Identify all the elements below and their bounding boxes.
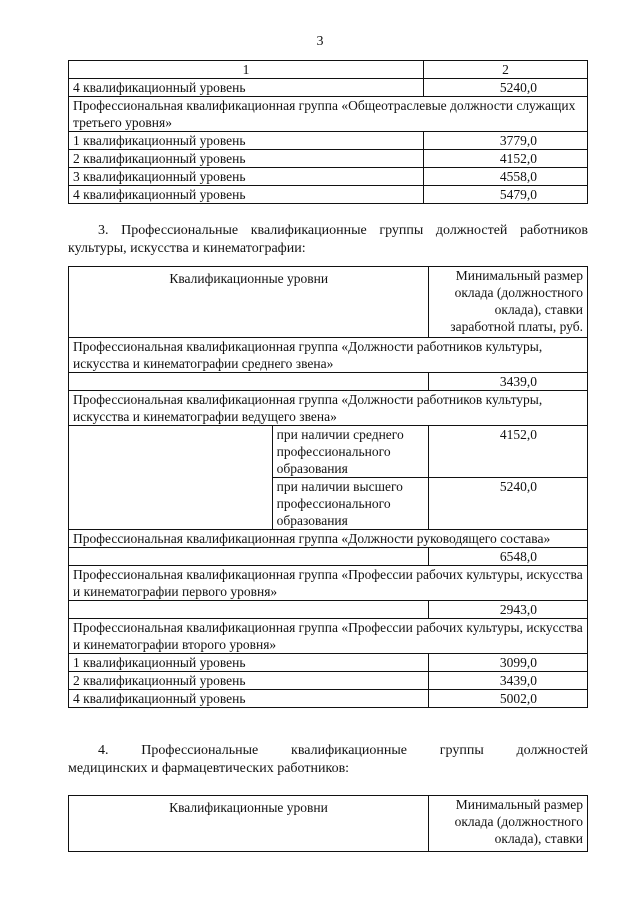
- column-number-2: 2: [424, 61, 588, 79]
- column-number-1: 1: [69, 61, 424, 79]
- empty-cell: [69, 373, 429, 391]
- level-label: 3 квалификационный уровень: [69, 168, 424, 186]
- salary-table-culture: [68, 266, 588, 708]
- salary-value: 3439,0: [429, 373, 588, 391]
- condition-label: при наличии высшего профессионального образования: [272, 478, 429, 530]
- table-row: [69, 548, 588, 566]
- section-3-heading: 3. Профессиональные квалификационные группы должностей работников культуры, искусства и кинематографии:: [68, 223, 588, 256]
- column-header-salary: Минимальный размер оклада (должностного оклада), ставки: [429, 796, 588, 852]
- section-4-line-2: медицинских и фармацевтических работников:: [68, 761, 350, 776]
- empty-cell: [69, 601, 429, 619]
- table-row: [69, 186, 588, 204]
- column-header-levels: Квалификационные уровни: [69, 796, 429, 852]
- group-title: Профессиональная квалификационная группа «Профессии рабочих культуры, искусства и кинематографии второго уровня»: [69, 619, 588, 654]
- salary-value: 3779,0: [424, 132, 588, 150]
- table-row: [69, 426, 588, 478]
- salary-value: 2943,0: [429, 601, 588, 619]
- level-label: 4 квалификационный уровень: [69, 186, 424, 204]
- salary-value: 3099,0: [429, 654, 588, 672]
- salary-value: 5240,0: [429, 478, 588, 530]
- group-title: Профессиональная квалификационная группа «Должности работников культуры, искусства и кинематографии ведущего звена»: [69, 391, 588, 426]
- group-row: [69, 97, 588, 132]
- salary-value: 5002,0: [429, 690, 588, 708]
- condition-label: при наличии среднего профессионального образования: [272, 426, 429, 478]
- level-label: 2 квалификационный уровень: [69, 150, 424, 168]
- level-label: 1 квалификационный уровень: [69, 654, 429, 672]
- group-row: [69, 391, 588, 426]
- salary-value: 4558,0: [424, 168, 588, 186]
- table-header-row: [69, 267, 588, 338]
- table-header-row: [69, 796, 588, 852]
- empty-cell: [69, 548, 429, 566]
- table-header-row: [69, 61, 588, 79]
- table-row: [69, 168, 588, 186]
- level-label: 4 квалификационный уровень: [69, 79, 424, 97]
- column-header-levels: Квалификационные уровни: [69, 267, 429, 338]
- salary-value: 3439,0: [429, 672, 588, 690]
- level-label: 1 квалификационный уровень: [69, 132, 424, 150]
- table-row: [69, 150, 588, 168]
- table-row: [69, 373, 588, 391]
- salary-value: 6548,0: [429, 548, 588, 566]
- salary-value: 5240,0: [424, 79, 588, 97]
- group-title: Профессиональная квалификационная группа «Должности работников культуры, искусства и кинематографии среднего звена»: [69, 338, 588, 373]
- group-row: [69, 619, 588, 654]
- column-header-salary: Минимальный размер оклада (должностного оклада), ставки заработной платы, руб.: [429, 267, 588, 338]
- table-row: [69, 672, 588, 690]
- salary-table-medical: [68, 795, 588, 852]
- page-number: 3: [316, 34, 324, 49]
- section-4-heading: [68, 742, 588, 778]
- group-title: Профессиональная квалификационная группа «Общеотраслевые должности служащих третьего уровня»: [69, 97, 588, 132]
- group-row: [69, 530, 588, 548]
- table-row: [69, 654, 588, 672]
- level-label: 4 квалификационный уровень: [69, 690, 429, 708]
- level-label: 2 квалификационный уровень: [69, 672, 429, 690]
- group-row: [69, 338, 588, 373]
- group-row: [69, 566, 588, 601]
- table-row: [69, 79, 588, 97]
- salary-table-general: [68, 60, 588, 204]
- salary-value: 4152,0: [424, 150, 588, 168]
- salary-value: 4152,0: [429, 426, 588, 478]
- table-row: [69, 601, 588, 619]
- table-row: [69, 132, 588, 150]
- group-title: Профессиональная квалификационная группа «Должности руководящего состава»: [69, 530, 588, 548]
- group-title: Профессиональная квалификационная группа «Профессии рабочих культуры, искусства и кинематографии первого уровня»: [69, 566, 588, 601]
- table-row: [69, 690, 588, 708]
- salary-value: 5479,0: [424, 186, 588, 204]
- empty-cell: [69, 426, 273, 530]
- section-4-line-1: 4. Профессиональные квалификационные группы должностей: [98, 743, 588, 758]
